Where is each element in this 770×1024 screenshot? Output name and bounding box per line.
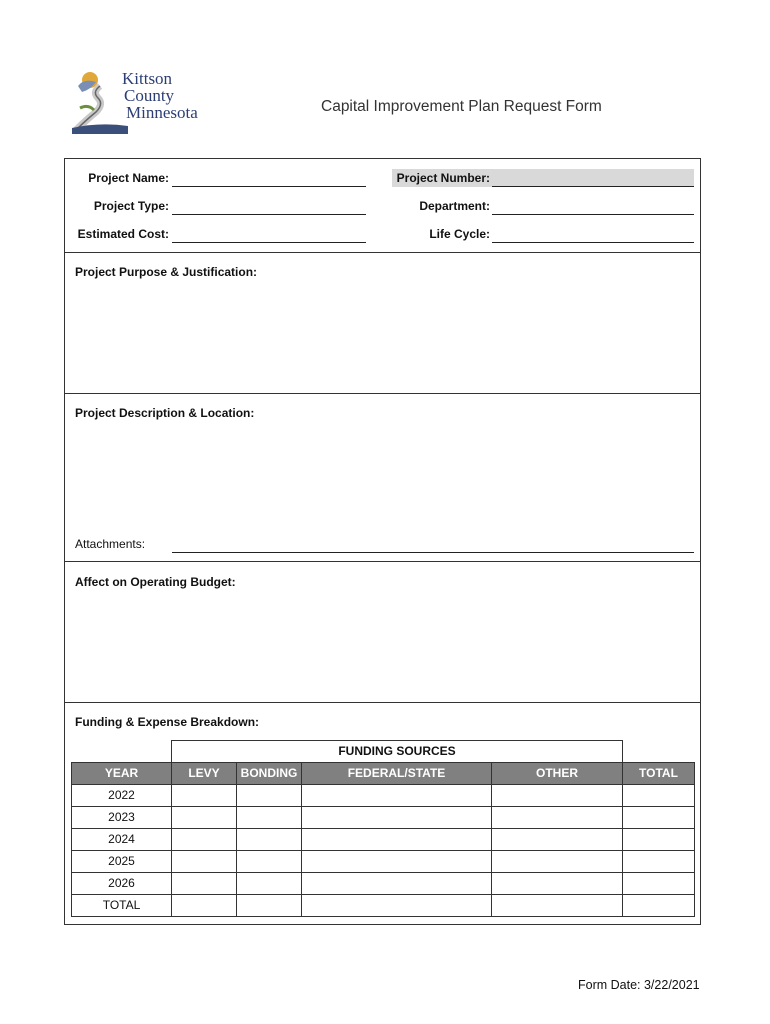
year-cell: 2022: [72, 784, 172, 806]
project-name-field[interactable]: [172, 186, 366, 187]
project-number-label: Project Number:: [396, 171, 490, 185]
total-cell[interactable]: [623, 872, 695, 894]
table-row: [72, 850, 695, 872]
bonding-cell[interactable]: [237, 784, 302, 806]
bonding-cell[interactable]: [237, 806, 302, 828]
year-cell: 2023: [72, 806, 172, 828]
col-other-header: OTHER: [492, 762, 623, 784]
estimated-cost-label: Estimated Cost:: [77, 227, 169, 241]
divider: [64, 252, 701, 253]
logo-line-1: Kittson: [122, 69, 173, 88]
levy-cell[interactable]: [172, 894, 237, 916]
table-spacer: [72, 741, 172, 763]
federal-state-cell[interactable]: [302, 872, 492, 894]
department-label: Department:: [419, 199, 490, 213]
purpose-section-title: Project Purpose & Justification:: [75, 265, 258, 279]
other-cell[interactable]: [492, 850, 623, 872]
operating-budget-section-title: Affect on Operating Budget:: [75, 575, 236, 589]
form-date: Form Date: 3/22/2021: [578, 978, 700, 992]
purpose-text-area[interactable]: [66, 284, 699, 389]
total-cell[interactable]: [623, 850, 695, 872]
funding-group-header-row: [72, 741, 695, 763]
levy-cell[interactable]: [172, 850, 237, 872]
funding-sources-header: FUNDING SOURCES: [172, 741, 623, 763]
total-cell[interactable]: [623, 828, 695, 850]
logo-line-3: Minnesota: [126, 103, 198, 122]
federal-state-cell[interactable]: [302, 784, 492, 806]
table-row: [72, 828, 695, 850]
divider: [64, 561, 701, 562]
levy-cell[interactable]: [172, 806, 237, 828]
table-row: [72, 784, 695, 806]
project-type-label: Project Type:: [93, 199, 169, 213]
col-year-header: YEAR: [72, 762, 172, 784]
department-field[interactable]: [492, 214, 694, 215]
bonding-cell[interactable]: [237, 894, 302, 916]
table-row: [72, 872, 695, 894]
project-name-label: Project Name:: [88, 171, 169, 185]
col-federal-state-header: FEDERAL/STATE: [302, 762, 492, 784]
description-text-area[interactable]: [66, 425, 699, 530]
total-cell[interactable]: [623, 894, 695, 916]
other-cell[interactable]: [492, 828, 623, 850]
federal-state-cell[interactable]: [302, 894, 492, 916]
estimated-cost-field[interactable]: [172, 242, 366, 243]
table-row: [72, 894, 695, 916]
divider: [64, 393, 701, 394]
form-title: Capital Improvement Plan Request Form: [321, 98, 602, 115]
funding-section-title: Funding & Expense Breakdown:: [75, 715, 260, 729]
project-type-field[interactable]: [172, 214, 366, 215]
operating-budget-text-area[interactable]: [66, 594, 699, 698]
total-cell[interactable]: [623, 806, 695, 828]
col-levy-header: LEVY: [172, 762, 237, 784]
description-section-title: Project Description & Location:: [75, 406, 255, 420]
life-cycle-label: Life Cycle:: [429, 227, 490, 241]
levy-cell[interactable]: [172, 784, 237, 806]
federal-state-cell[interactable]: [302, 850, 492, 872]
other-cell[interactable]: [492, 784, 623, 806]
funding-table: [71, 740, 695, 917]
other-cell[interactable]: [492, 872, 623, 894]
divider: [64, 702, 701, 703]
bonding-cell[interactable]: [237, 850, 302, 872]
column-header-row: [72, 762, 695, 784]
col-total-header: TOTAL: [623, 762, 695, 784]
year-cell: 2025: [72, 850, 172, 872]
other-cell[interactable]: [492, 806, 623, 828]
project-number-field[interactable]: [492, 186, 694, 187]
year-cell: 2024: [72, 828, 172, 850]
bonding-cell[interactable]: [237, 828, 302, 850]
logo-line-2: County: [124, 86, 175, 105]
col-bonding-header: BONDING: [237, 762, 302, 784]
logo-text: [120, 70, 198, 121]
life-cycle-field[interactable]: [492, 242, 694, 243]
year-cell: 2026: [72, 872, 172, 894]
county-logo: [70, 68, 220, 136]
other-cell[interactable]: [492, 894, 623, 916]
levy-cell[interactable]: [172, 872, 237, 894]
table-row: [72, 806, 695, 828]
table-spacer: [623, 741, 695, 763]
federal-state-cell[interactable]: [302, 828, 492, 850]
bonding-cell[interactable]: [237, 872, 302, 894]
total-cell[interactable]: [623, 784, 695, 806]
levy-cell[interactable]: [172, 828, 237, 850]
federal-state-cell[interactable]: [302, 806, 492, 828]
year-cell: TOTAL: [72, 894, 172, 916]
attachments-label: Attachments:: [75, 537, 146, 551]
attachments-field[interactable]: [172, 552, 694, 553]
